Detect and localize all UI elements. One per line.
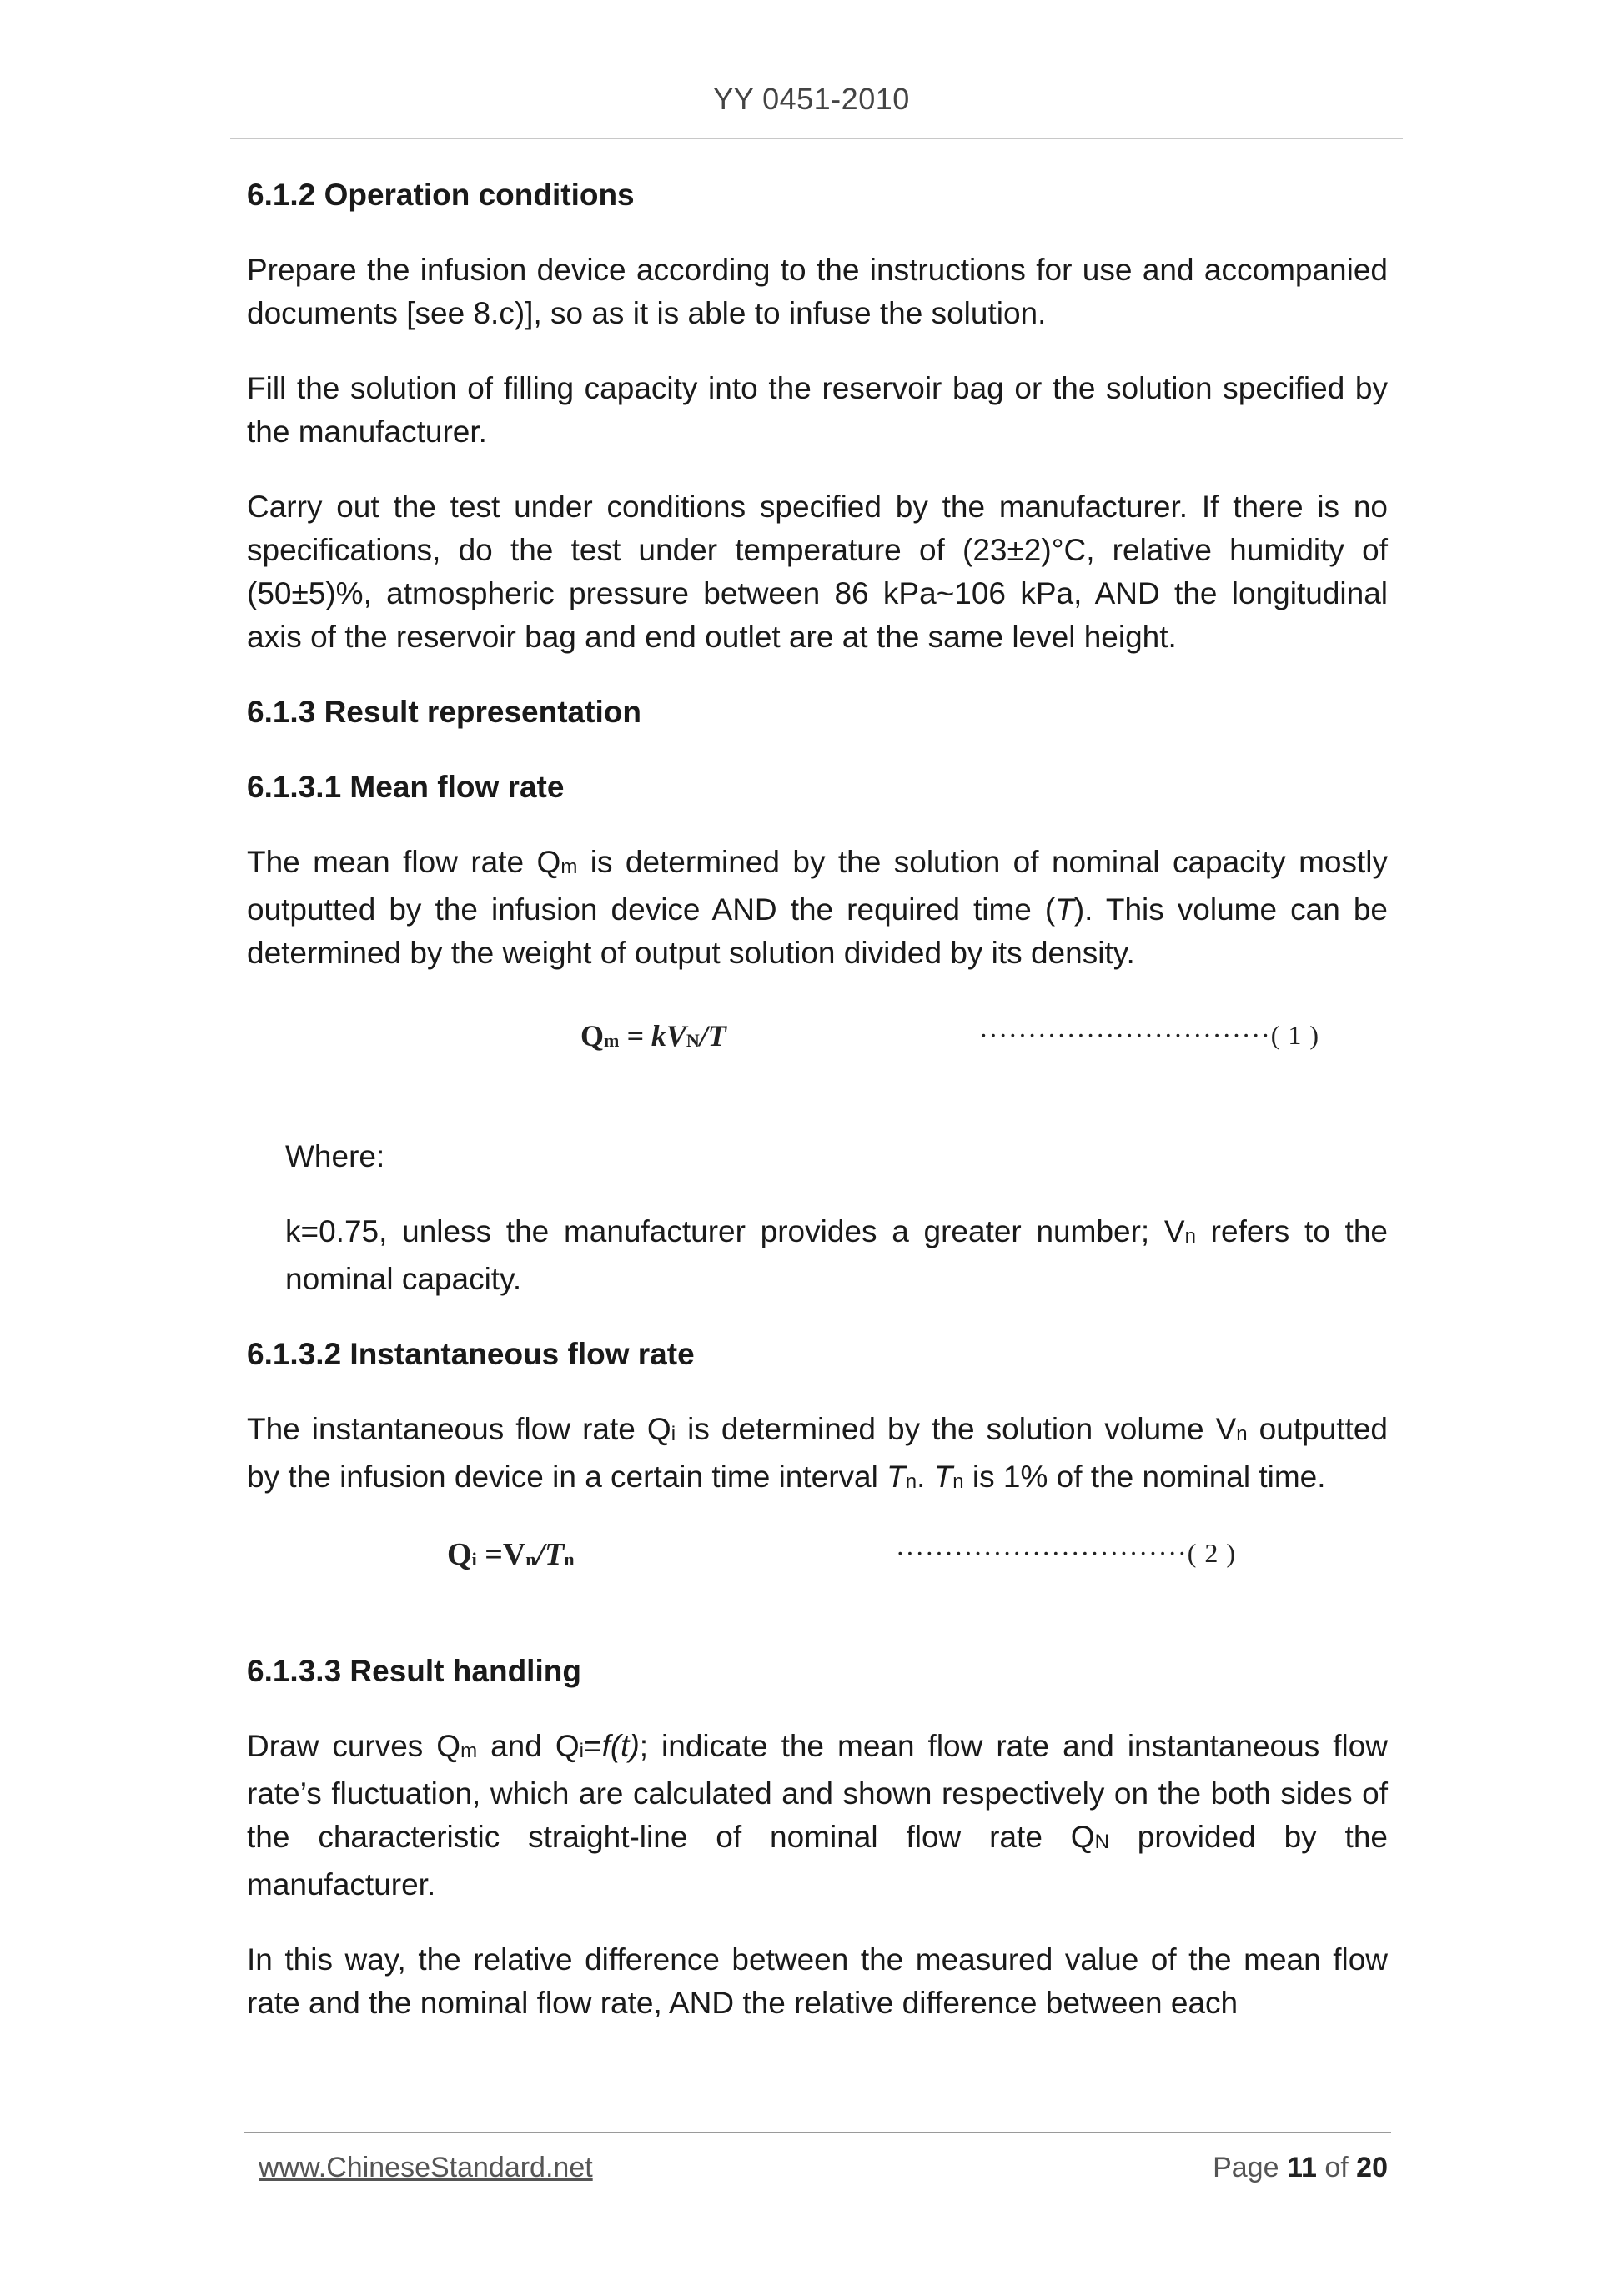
text-run: provided by the manufacturer. — [247, 1820, 1388, 1902]
leader-dots: ······························ — [979, 1020, 1271, 1050]
subscript: i — [671, 1423, 676, 1445]
section-heading-6-1-2: 6.1.2 Operation conditions — [247, 178, 635, 212]
formula-symbol: =V — [476, 1537, 526, 1572]
subscript: N — [1094, 1831, 1109, 1853]
page-indicator — [1213, 2152, 1388, 2184]
subscript: n — [952, 1470, 964, 1493]
text-run: . — [917, 1459, 934, 1494]
leader-dots: ······························ — [896, 1538, 1188, 1568]
section-heading-6-1-3: 6.1.3 Result representation — [247, 695, 641, 729]
document-number-header: YY 0451-2010 — [713, 82, 910, 116]
formula-2-expression — [447, 1536, 575, 1573]
paragraph-test-conditions: Carry out the test under conditions specified by the manufacturer. If there is no specifications, do the test under temperature of (23±2)°C, relative humidity of (50±5)%, atmospheric pressure between 86 kPa~106 kPa, AND the longitudinal axis of the reservoir bag and end outlet are at the same level height. — [247, 490, 1388, 654]
text-run: The instantaneous flow rate Q — [247, 1412, 671, 1446]
page-word: Page — [1213, 2152, 1279, 2183]
paragraph-result-handling — [247, 1725, 1388, 1907]
text-run: k=0.75, unless the manufacturer provides a greater number; V — [285, 1214, 1185, 1248]
subscript: m — [460, 1740, 478, 1762]
total-pages-number: 20 — [1356, 2152, 1388, 2183]
equation-number: ( 1 ) — [1270, 1020, 1319, 1050]
text-run: is determined by the solution of nominal capacity mostly outputted by the infusion device AND the required time ( — [247, 845, 1388, 927]
formula-1-expression — [580, 1018, 726, 1053]
subscript: n — [905, 1470, 917, 1493]
formula-2 — [247, 1503, 1388, 1650]
paragraph-instantaneous-flow-rate — [247, 1408, 1388, 1503]
subscript: n — [1236, 1423, 1248, 1445]
formula-subscript: n — [525, 1549, 536, 1570]
definitions-block — [247, 1135, 1388, 1301]
text-run: refers to the nominal capacity. — [285, 1214, 1388, 1296]
page-body — [247, 173, 1388, 2025]
formula-subscript: N — [686, 1030, 700, 1051]
italic-run: T — [1055, 892, 1074, 927]
formula-2-leader — [896, 1538, 1236, 1569]
header-divider — [230, 138, 1403, 139]
text-run: is 1% of the nominal time. — [963, 1459, 1326, 1494]
text-run: = — [583, 1729, 602, 1763]
equation-number: ( 2 ) — [1187, 1538, 1236, 1568]
paragraph-relative-difference: In this way, the relative difference between the measured value of the mean flow rate and the nominal flow rate, AND the relative difference between each — [247, 1942, 1388, 2020]
subscript: n — [1184, 1225, 1196, 1248]
formula-symbol: /T — [535, 1537, 565, 1572]
formula-symbol: /T — [699, 1019, 726, 1053]
italic-run: T — [933, 1459, 953, 1494]
formula-symbol: = kV — [619, 1019, 686, 1053]
subscript: m — [560, 856, 578, 878]
text-run: The mean flow rate Q — [247, 845, 561, 879]
formula-1 — [247, 975, 1388, 1135]
paragraph-mean-flow-rate — [247, 841, 1388, 975]
paragraph-fill-solution: Fill the solution of filling capacity into the reservoir bag or the solution specified by the manufacturer. — [247, 371, 1388, 449]
text-run: is determined by the solution volume V — [676, 1412, 1237, 1446]
subscript: i — [579, 1740, 584, 1762]
section-heading-6-1-3-1: 6.1.3.1 Mean flow rate — [247, 770, 565, 804]
definition-k — [285, 1210, 1388, 1301]
where-label: Where: — [285, 1139, 385, 1173]
text-run: ; indicate the mean flow rate and instantaneous flow rate’s fluctuation, which are calculated and shown respectively on the both sides of the characteristic straight-line of nominal flow rate Q — [247, 1729, 1389, 1854]
text-run: and Q — [477, 1729, 580, 1763]
text-run: Draw curves Q — [247, 1729, 461, 1763]
text-run: outputted by the infusion device in a certain time interval — [247, 1412, 1388, 1494]
paragraph-prepare-device: Prepare the infusion device according to the instructions for use and accompanied documents [see 8.c)], so as it is able to infuse the solution. — [247, 253, 1388, 330]
formula-symbol: Q — [580, 1019, 605, 1053]
footer-divider — [244, 2132, 1391, 2133]
current-page-number: 11 — [1286, 2152, 1317, 2183]
section-heading-6-1-3-3: 6.1.3.3 Result handling — [247, 1654, 581, 1688]
text-run: ). This volume can be determined by the weight of output solution divided by its density. — [247, 892, 1388, 970]
italic-run: f(t) — [601, 1729, 640, 1763]
formula-symbol: Q — [447, 1537, 472, 1572]
italic-run: T — [887, 1459, 906, 1494]
of-word: of — [1324, 2152, 1349, 2183]
formula-subscript: i — [471, 1549, 477, 1570]
section-heading-6-1-3-2: 6.1.3.2 Instantaneous flow rate — [247, 1337, 695, 1371]
website-link[interactable]: www.ChineseStandard.net — [259, 2152, 593, 2183]
formula-subscript: n — [564, 1549, 575, 1570]
formula-1-leader — [979, 1020, 1319, 1051]
formula-subscript: m — [604, 1030, 620, 1051]
